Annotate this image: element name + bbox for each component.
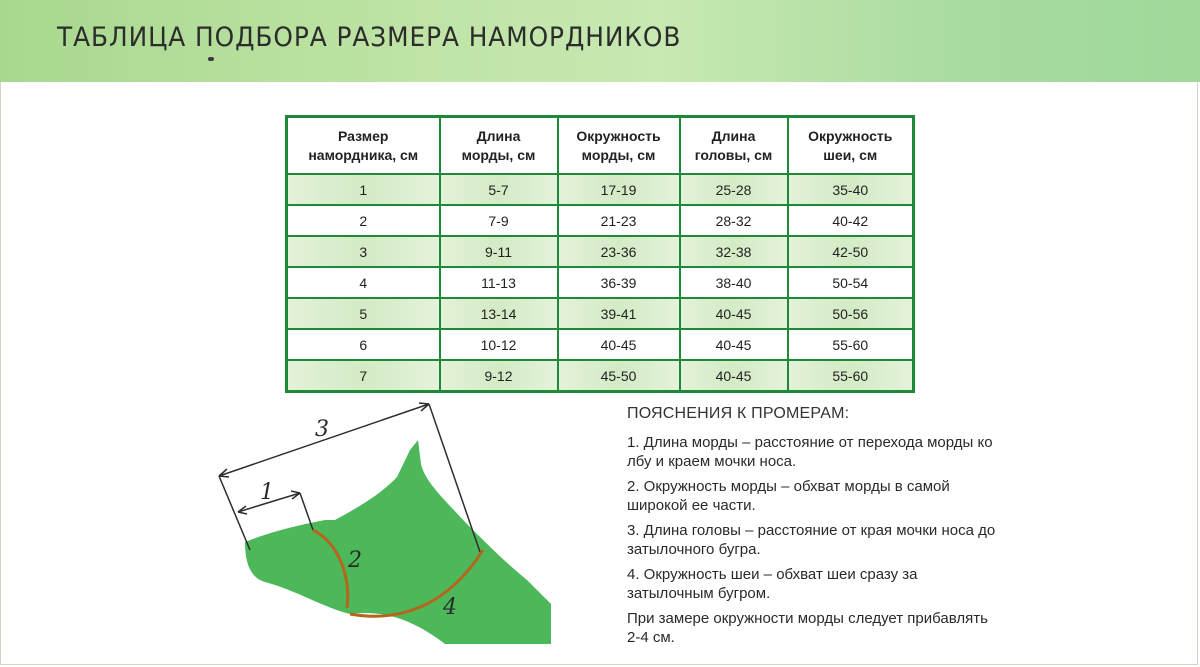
- header-line: головы, см: [694, 146, 773, 163]
- table-cell: 17-19: [558, 174, 680, 205]
- table-row: [287, 298, 914, 329]
- diagram-label-2: 2: [348, 548, 362, 573]
- table-cell: 9-12: [440, 360, 558, 392]
- diagram-label-1: 1: [260, 480, 274, 505]
- header-decoration: [208, 57, 214, 61]
- note-item: 2. Окружность морды – обхват морды в самой широкой ее части.: [627, 478, 950, 514]
- note-item: При замере окружности морды следует прибавлять 2-4 см.: [627, 610, 988, 646]
- header-banner: [0, 0, 1200, 82]
- table-cell: 6: [287, 329, 440, 360]
- table-cell: 23-36: [558, 236, 680, 267]
- table-cell: 38-40: [680, 267, 788, 298]
- table-row: [287, 174, 914, 205]
- table-cell: 55-60: [788, 329, 914, 360]
- header-line: морды, см: [461, 146, 536, 163]
- notes-title: ПОЯСНЕНИЯ К ПРОМЕРАМ:: [627, 405, 850, 422]
- table-row: [287, 236, 914, 267]
- header-muzzle-size: [287, 117, 440, 175]
- table-row: [287, 360, 914, 392]
- dog-head-diagram: [205, 392, 565, 662]
- table-cell: 36-39: [558, 267, 680, 298]
- table-cell: 40-45: [680, 360, 788, 392]
- table-cell: 32-38: [680, 236, 788, 267]
- table-cell: 40-45: [680, 298, 788, 329]
- table-cell: 45-50: [558, 360, 680, 392]
- header-line: намордника, см: [308, 146, 419, 163]
- header-line: Размер: [338, 127, 389, 144]
- table-row: [287, 205, 914, 236]
- table-cell: 40-42: [788, 205, 914, 236]
- dimension-1: [238, 491, 313, 530]
- table-cell: 5-7: [440, 174, 558, 205]
- header-head-length: [680, 117, 788, 175]
- table-cell: 40-45: [680, 329, 788, 360]
- table-cell: 28-32: [680, 205, 788, 236]
- table-cell: 4: [287, 267, 440, 298]
- header-line: морды, см: [581, 146, 656, 163]
- measurement-notes: [627, 405, 997, 653]
- table-cell: 13-14: [440, 298, 558, 329]
- table-cell: 5: [287, 298, 440, 329]
- table-row: [287, 329, 914, 360]
- table-cell: 9-11: [440, 236, 558, 267]
- note-item: 3. Длина головы – расстояние от края мочки носа до затылочного бугра.: [627, 522, 996, 558]
- diagram-label-3: 3: [315, 417, 329, 442]
- page-title: ТАБЛИЦА ПОДБОРА РАЗМЕРА НАМОРДНИКОВ: [57, 22, 682, 53]
- table-cell: 7-9: [440, 205, 558, 236]
- header-line: Окружность: [808, 127, 893, 144]
- table-cell: 2: [287, 205, 440, 236]
- table-cell: 25-28: [680, 174, 788, 205]
- table-header-row: [287, 117, 914, 175]
- diagram-label-4: 4: [443, 595, 457, 620]
- header-line: Длина: [711, 127, 756, 144]
- note-item: 1. Длина морды – расстояние от перехода морды ко лбу и краем мочки носа.: [627, 434, 993, 470]
- table-cell: 10-12: [440, 329, 558, 360]
- table-cell: 39-41: [558, 298, 680, 329]
- table-cell: 7: [287, 360, 440, 392]
- table-row: [287, 267, 914, 298]
- table-cell: 40-45: [558, 329, 680, 360]
- header-neck-circumference: [788, 117, 914, 175]
- table-cell: 35-40: [788, 174, 914, 205]
- note-item: 4. Окружность шеи – обхват шеи сразу за затылочным бугром.: [627, 566, 918, 602]
- table-cell: 50-54: [788, 267, 914, 298]
- header-line: шеи, см: [823, 146, 878, 163]
- table-cell: 3: [287, 236, 440, 267]
- table-cell: 42-50: [788, 236, 914, 267]
- header-line: Окружность: [576, 127, 661, 144]
- table-cell: 55-60: [788, 360, 914, 392]
- header-muzzle-circumference: [558, 117, 680, 175]
- table-cell: 21-23: [558, 205, 680, 236]
- header-line: Длина: [476, 127, 521, 144]
- table-cell: 50-56: [788, 298, 914, 329]
- size-table: [285, 115, 915, 393]
- table-cell: 1: [287, 174, 440, 205]
- table-cell: 11-13: [440, 267, 558, 298]
- header-muzzle-length: [440, 117, 558, 175]
